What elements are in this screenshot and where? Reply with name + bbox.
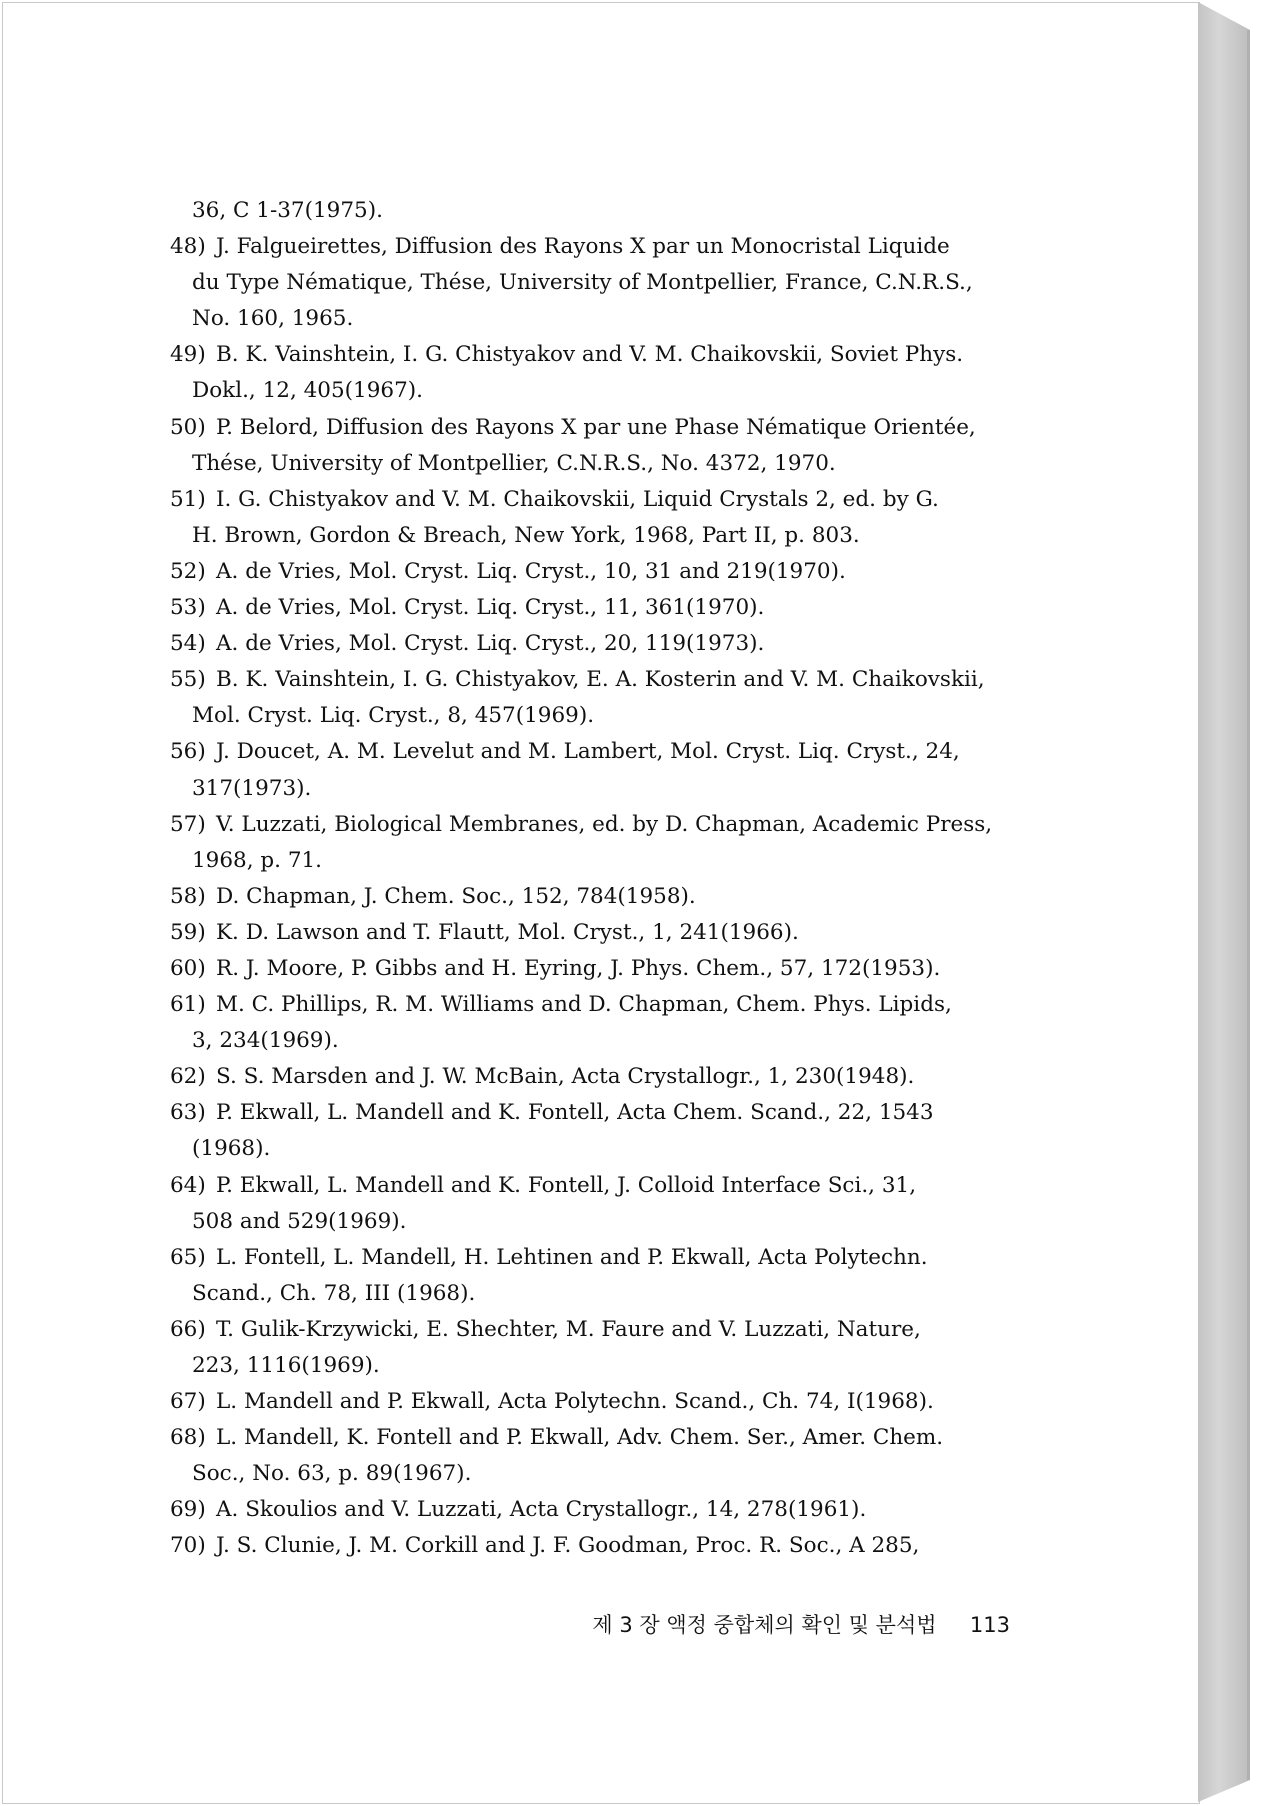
reference-line (170, 626, 1020, 662)
reference-text: B. K. Vainshtein, I. G. Chistyakov, E. A. Kosterin and V. M. Chaikovskii, (216, 667, 985, 693)
reference-line (170, 482, 1020, 518)
reference-number: 61) (170, 992, 206, 1018)
reference-text: (1968). (192, 1136, 271, 1162)
reference-number: 69) (170, 1497, 206, 1523)
reference-line (170, 1059, 1020, 1095)
reference-text: J. Falgueirettes, Diffusion des Rayons X par un Monocristal Liquide (216, 234, 950, 260)
reference-text: Mol. Cryst. Liq. Cryst., 8, 457(1969). (192, 703, 595, 729)
reference-continuation-line (170, 1204, 1020, 1240)
reference-number: 62) (170, 1064, 206, 1090)
reference-continuation-line (170, 843, 1020, 879)
reference-text: 317(1973). (192, 775, 312, 801)
page-number: 113 (969, 1613, 1010, 1637)
reference-continuation-line (170, 1276, 1020, 1312)
reference-text: A. de Vries, Mol. Cryst. Liq. Cryst., 11, 361(1970). (216, 595, 765, 621)
reference-text: Soc., No. 63, p. 89(1967). (192, 1461, 472, 1487)
reference-text: J. S. Clunie, J. M. Corkill and J. F. Goodman, Proc. R. Soc., A 285, (216, 1533, 920, 1559)
reference-number: 59) (170, 919, 206, 945)
reference-line (170, 1240, 1020, 1276)
reference-line (170, 1095, 1020, 1131)
reference-text: 1968, p. 71. (192, 847, 323, 873)
reference-line (170, 951, 1020, 987)
reference-text: P. Ekwall, L. Mandell and K. Fontell, Acta Chem. Scand., 22, 1543 (216, 1100, 934, 1126)
reference-number: 48) (170, 234, 206, 260)
reference-number: 70) (170, 1533, 206, 1559)
reference-continuation-line (170, 1023, 1020, 1059)
page-footer (510, 1609, 1010, 1639)
reference-text: No. 160, 1965. (192, 306, 354, 332)
reference-line (170, 337, 1020, 373)
reference-line (170, 1384, 1020, 1420)
reference-number: 54) (170, 631, 206, 657)
reference-number: 49) (170, 342, 206, 368)
reference-list (170, 193, 1020, 1565)
reference-text: V. Luzzati, Biological Membranes, ed. by D. Chapman, Academic Press, (216, 811, 993, 837)
reference-continuation-line (170, 193, 1020, 229)
reference-number: 60) (170, 955, 206, 981)
reference-line (170, 1312, 1020, 1348)
reference-line (170, 410, 1020, 446)
reference-text: J. Doucet, A. M. Levelut and M. Lambert, Mol. Cryst. Liq. Cryst., 24, (216, 739, 960, 765)
reference-number: 67) (170, 1389, 206, 1415)
reference-text: 36, C 1-37(1975). (192, 198, 383, 223)
reference-line (170, 1492, 1020, 1528)
reference-line (170, 1528, 1020, 1564)
reference-continuation-line (170, 1456, 1020, 1492)
reference-text: P. Ekwall, L. Mandell and K. Fontell, J. Colloid Interface Sci., 31, (216, 1172, 917, 1198)
reference-text: 223, 1116(1969). (192, 1353, 380, 1378)
reference-number: 50) (170, 414, 206, 440)
reference-continuation-line (170, 373, 1020, 409)
reference-text: B. K. Vainshtein, I. G. Chistyakov and V. M. Chaikovskii, Soviet Phys. (216, 342, 964, 368)
reference-text: D. Chapman, J. Chem. Soc., 152, 784(1958). (216, 883, 696, 909)
reference-line (170, 554, 1020, 590)
reference-text: R. J. Moore, P. Gibbs and H. Eyring, J. Phys. Chem., 57, 172(1953). (216, 955, 941, 981)
reference-continuation-line (170, 771, 1020, 807)
reference-text: S. S. Marsden and J. W. McBain, Acta Crystallogr., 1, 230(1948). (216, 1064, 915, 1090)
reference-text: T. Gulik-Krzywicki, E. Shechter, M. Faure and V. Luzzati, Nature, (216, 1316, 921, 1342)
reference-number: 51) (170, 486, 206, 512)
reference-number: 55) (170, 667, 206, 693)
reference-number: 52) (170, 558, 206, 584)
reference-number: 63) (170, 1100, 206, 1126)
reference-number: 53) (170, 595, 206, 621)
reference-continuation-line (170, 1348, 1020, 1384)
reference-text: Dokl., 12, 405(1967). (192, 378, 423, 404)
reference-text: 508 and 529(1969). (192, 1208, 407, 1234)
reference-continuation-line (170, 446, 1020, 482)
page-stack-shadow (1247, 30, 1250, 1780)
reference-text: Thése, University of Montpellier, C.N.R.S., No. 4372, 1970. (192, 450, 836, 476)
reference-line (170, 915, 1020, 951)
reference-line (170, 662, 1020, 698)
reference-text: P. Belord, Diffusion des Rayons X par une Phase Nématique Orientée, (216, 414, 976, 440)
reference-line (170, 590, 1020, 626)
reference-number: 64) (170, 1172, 206, 1198)
reference-continuation-line (170, 518, 1020, 554)
reference-line (170, 807, 1020, 843)
reference-number: 68) (170, 1425, 206, 1451)
reference-number: 65) (170, 1244, 206, 1270)
reference-line (170, 879, 1020, 915)
reference-continuation-line (170, 301, 1020, 337)
reference-continuation-line (170, 698, 1020, 734)
reference-number: 66) (170, 1316, 206, 1342)
reference-continuation-line (170, 1131, 1020, 1167)
reference-text: K. D. Lawson and T. Flautt, Mol. Cryst., 1, 241(1966). (216, 919, 799, 945)
reference-text: A. de Vries, Mol. Cryst. Liq. Cryst., 20, 119(1973). (216, 631, 765, 657)
page-stack-edge (1198, 2, 1250, 1802)
reference-line (170, 229, 1020, 265)
reference-text: A. de Vries, Mol. Cryst. Liq. Cryst., 10, 31 and 219(1970). (216, 558, 846, 584)
reference-text: H. Brown, Gordon & Breach, New York, 1968, Part II, p. 803. (192, 522, 860, 548)
reference-text: M. C. Phillips, R. M. Williams and D. Chapman, Chem. Phys. Lipids, (216, 992, 952, 1018)
reference-continuation-line (170, 265, 1020, 301)
reference-text: 3, 234(1969). (192, 1028, 339, 1054)
reference-line (170, 734, 1020, 770)
reference-text: Scand., Ch. 78, III (1968). (192, 1280, 476, 1306)
reference-text: L. Mandell and P. Ekwall, Acta Polytechn. Scand., Ch. 74, I(1968). (216, 1389, 934, 1415)
reference-line (170, 987, 1020, 1023)
reference-text: L. Mandell, K. Fontell and P. Ekwall, Adv. Chem. Ser., Amer. Chem. (216, 1425, 944, 1451)
reference-text: A. Skoulios and V. Luzzati, Acta Crystallogr., 14, 278(1961). (216, 1497, 867, 1523)
reference-line (170, 1168, 1020, 1204)
reference-number: 58) (170, 883, 206, 909)
reference-number: 57) (170, 811, 206, 837)
reference-text: I. G. Chistyakov and V. M. Chaikovskii, Liquid Crystals 2, ed. by G. (216, 486, 939, 512)
reference-text: L. Fontell, L. Mandell, H. Lehtinen and P. Ekwall, Acta Polytechn. (216, 1244, 928, 1270)
reference-text: du Type Nématique, Thése, University of Montpellier, France, C.N.R.S., (192, 270, 973, 296)
reference-number: 56) (170, 739, 206, 765)
reference-line (170, 1420, 1020, 1456)
chapter-title: 제 3 장 액정 중합체의 확인 및 분석법 (592, 1613, 937, 1637)
